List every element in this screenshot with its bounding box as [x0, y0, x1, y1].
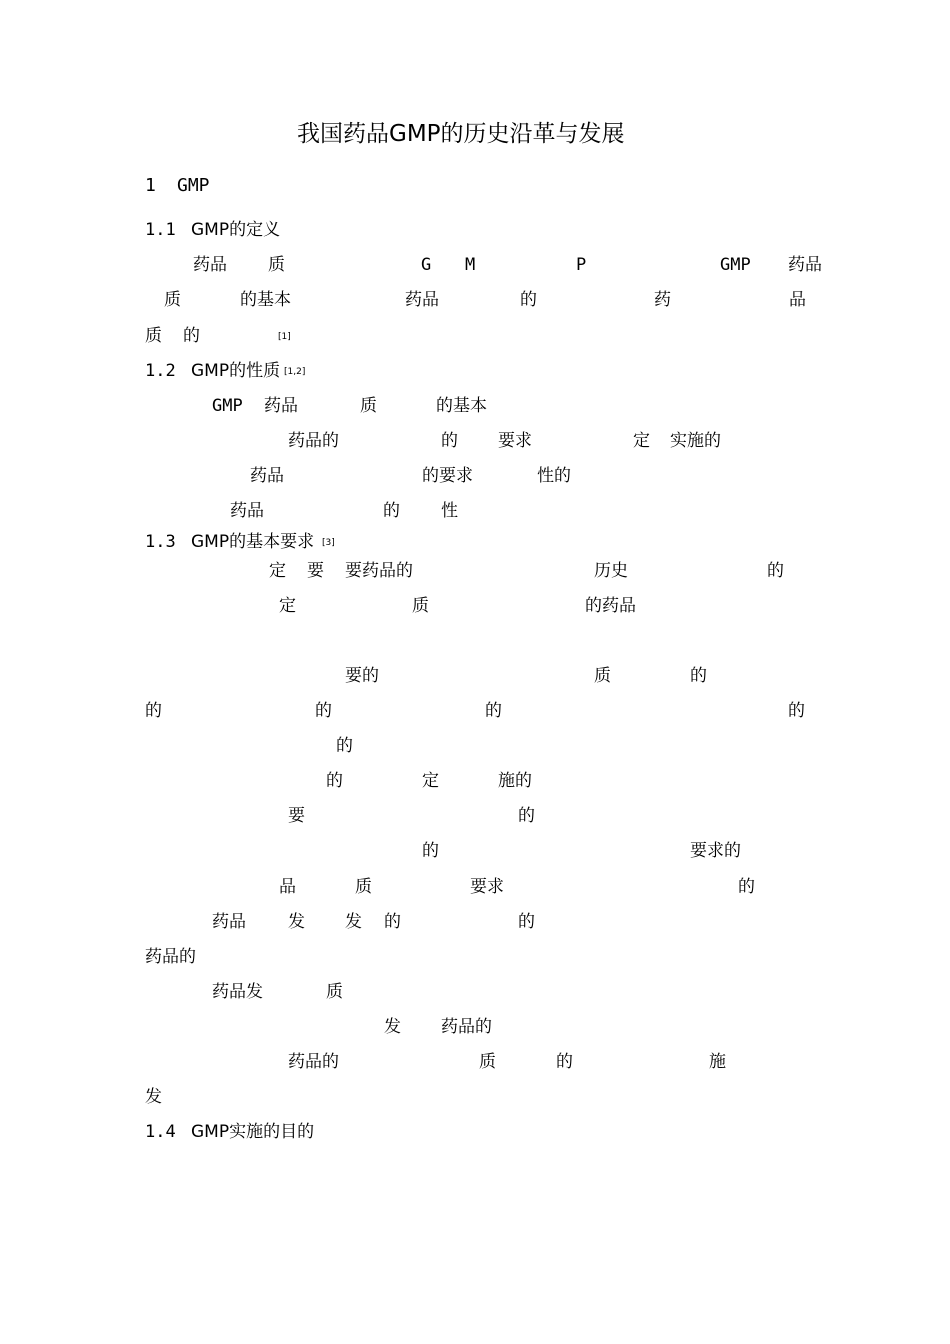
text-fragment: 的 [315, 701, 332, 721]
subsection-label: GMP的定义 [191, 220, 281, 240]
subsection-number: 1.4 [145, 1122, 176, 1142]
citation-ref: [3] [322, 538, 335, 548]
text-fragment: 质 [594, 666, 611, 686]
text-fragment: 药品 [212, 912, 246, 932]
text-fragment: 的药品 [585, 596, 636, 616]
subsection-label: GMP实施的目的 [191, 1122, 315, 1142]
text-fragment: 的 [690, 666, 707, 686]
text-fragment: 要 [307, 561, 324, 581]
subsection-number: 1.1 [145, 220, 176, 240]
text-fragment: 定 [279, 596, 296, 616]
text-fragment: 药品 [405, 290, 439, 310]
subsection-label: GMP的性质 [191, 361, 281, 381]
text-fragment: 的 [383, 501, 400, 521]
text-fragment: 的基本 [240, 290, 291, 310]
text-fragment: 质 [268, 255, 285, 275]
text-fragment: 的 [738, 877, 755, 897]
text-fragment: 的 [518, 806, 535, 826]
text-fragment: 要求的 [690, 841, 741, 861]
text-fragment: 药 [654, 290, 671, 310]
text-fragment: 药品 [264, 396, 298, 416]
text-fragment: 的 [336, 736, 353, 756]
text-fragment: 的 [422, 841, 439, 861]
text-fragment: G [421, 255, 432, 275]
text-fragment: 质 [412, 596, 429, 616]
text-fragment: 要求 [498, 431, 532, 451]
text-fragment: 的 [485, 701, 502, 721]
text-fragment: 药品的 [145, 947, 196, 967]
text-fragment: 发 [145, 1087, 162, 1107]
text-fragment: 的基本 [436, 396, 487, 416]
text-fragment: 的 [518, 912, 535, 932]
text-fragment: 的 [183, 326, 200, 346]
text-fragment: 质 [145, 326, 162, 346]
text-fragment: 药品 [230, 501, 264, 521]
text-fragment: 品 [789, 290, 806, 310]
text-fragment: 的 [767, 561, 784, 581]
text-fragment: 定 [633, 431, 650, 451]
citation-ref: [1] [278, 332, 291, 342]
text-fragment: 施的 [498, 771, 532, 791]
text-fragment: 的 [384, 912, 401, 932]
text-fragment: 的要求 [422, 466, 473, 486]
text-fragment: 药品的 [288, 1052, 339, 1072]
subsection-label: GMP的基本要求 [191, 532, 315, 552]
text-fragment: 要求 [470, 877, 504, 897]
subsection-number: 1.2 [145, 361, 176, 381]
text-fragment: 性 [441, 501, 458, 521]
text-fragment: 质 [164, 290, 181, 310]
text-fragment: 药品的 [441, 1017, 492, 1037]
text-fragment: 定 [422, 771, 439, 791]
text-fragment: 要药品的 [345, 561, 413, 581]
text-fragment: M [465, 255, 476, 275]
text-fragment: 的 [441, 431, 458, 451]
text-fragment: 药品的 [288, 431, 339, 451]
text-fragment: 发 [345, 912, 362, 932]
text-fragment: 实施的 [670, 431, 721, 451]
document-title: 我国药品GMP的历史沿革与发展 [297, 121, 625, 147]
text-fragment: 的 [520, 290, 537, 310]
text-fragment: 质 [360, 396, 377, 416]
text-fragment: 发 [288, 912, 305, 932]
text-fragment: 定 [269, 561, 286, 581]
text-fragment: P [576, 255, 587, 275]
text-fragment: 的 [326, 771, 343, 791]
text-fragment: 质 [355, 877, 372, 897]
text-fragment: GMP [720, 255, 751, 275]
text-fragment: 的 [556, 1052, 573, 1072]
text-fragment: 药品 [788, 255, 822, 275]
text-fragment: 药品 [193, 255, 227, 275]
text-fragment: 药品发 [212, 982, 263, 1002]
text-fragment: 品 [279, 877, 296, 897]
text-fragment: 的 [145, 701, 162, 721]
section-label: GMP [177, 175, 210, 196]
text-fragment: 历史 [594, 561, 628, 581]
citation-ref: [1,2] [284, 367, 306, 377]
text-fragment: 施 [709, 1052, 726, 1072]
subsection-number: 1.3 [145, 532, 176, 552]
section-number: 1 [145, 175, 156, 196]
text-fragment: 质 [479, 1052, 496, 1072]
text-fragment: 质 [326, 982, 343, 1002]
text-fragment: 要 [288, 806, 305, 826]
text-fragment: 性的 [537, 466, 571, 486]
text-fragment: 发 [384, 1017, 401, 1037]
text-fragment: 的 [788, 701, 805, 721]
text-fragment: 药品 [250, 466, 284, 486]
text-fragment: GMP [212, 396, 243, 416]
text-fragment: 要的 [345, 666, 379, 686]
